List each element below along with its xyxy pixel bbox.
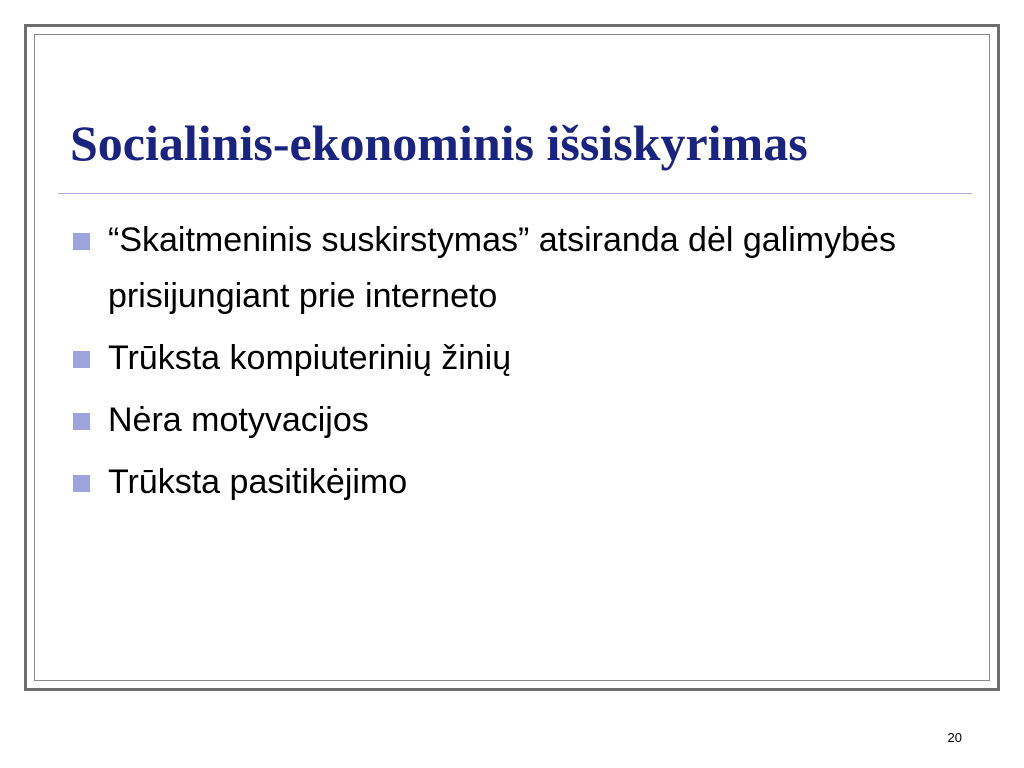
bullet-item <box>70 454 950 510</box>
bullet-text: Nėra motyvacijos <box>108 401 369 439</box>
bullet-text: “Skaitmeninis suskirstymas” atsiranda dėl galimybės prisijungiant prie interneto <box>108 221 896 315</box>
bullet-item <box>70 212 950 324</box>
bullet-text: Trūksta pasitikėjimo <box>108 463 408 501</box>
bullet-list <box>70 212 950 516</box>
bullet-text: Trūksta kompiuterinių žinių <box>108 339 512 377</box>
square-bullet-icon <box>73 351 90 368</box>
square-bullet-icon <box>73 475 90 492</box>
bullet-item <box>70 330 950 386</box>
title-divider <box>58 193 972 194</box>
square-bullet-icon <box>73 233 90 250</box>
bullet-item <box>70 392 950 448</box>
slide-title: Socialinis-ekonominis išsiskyrimas <box>70 115 808 171</box>
square-bullet-icon <box>73 413 90 430</box>
page-number: 20 <box>947 730 962 745</box>
